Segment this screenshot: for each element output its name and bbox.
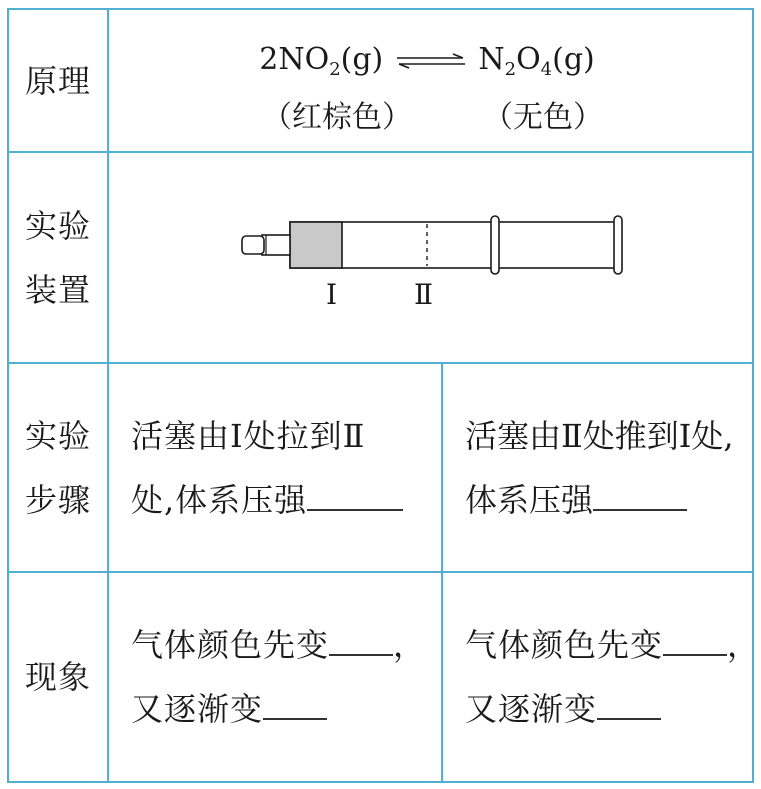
procedure-push bbox=[443, 364, 752, 571]
answer-blank[interactable] bbox=[663, 653, 727, 656]
product-n: N bbox=[478, 42, 505, 77]
answer-blank[interactable] bbox=[329, 653, 393, 656]
answer-blank[interactable] bbox=[263, 717, 327, 720]
position-i-label: Ⅰ bbox=[326, 278, 338, 311]
reaction-line bbox=[104, 42, 750, 80]
plunger-ring bbox=[491, 216, 499, 274]
reactant-color-label: （红棕色） bbox=[262, 100, 412, 135]
principle-header bbox=[9, 10, 107, 151]
procedure-push-line1: 活塞由Ⅱ处推到Ⅰ处, bbox=[465, 416, 734, 455]
phenomenon-push-line2-text: 又逐渐变 bbox=[465, 690, 598, 728]
answer-blank[interactable] bbox=[307, 508, 403, 511]
comma: ， bbox=[393, 626, 427, 664]
product-state: (g) bbox=[552, 42, 595, 77]
answer-blank[interactable] bbox=[597, 717, 661, 720]
principle-header-text: 原理 bbox=[24, 61, 91, 100]
gas-region bbox=[290, 222, 342, 268]
phenomenon-push-line2 bbox=[465, 677, 752, 741]
reaction-equation bbox=[104, 10, 750, 151]
phenomenon-push-line1-text: 气体颜色先变 bbox=[465, 626, 664, 664]
procedure-header-line1: 实验 bbox=[24, 416, 91, 455]
phenomenon-pull bbox=[109, 573, 441, 781]
apparatus-header-line1: 实验 bbox=[24, 206, 91, 245]
procedure-header-line2: 步骤 bbox=[24, 480, 91, 519]
procedure-pull bbox=[109, 364, 441, 571]
phenomenon-pull-line1-text: 气体颜色先变 bbox=[131, 626, 330, 664]
row-divider bbox=[7, 151, 754, 153]
phenomenon-pull-line2 bbox=[131, 677, 441, 741]
syringe-diagram bbox=[236, 208, 656, 318]
reactant-subscript: 2 bbox=[329, 59, 341, 80]
procedure-pull-line2 bbox=[131, 468, 441, 532]
product-subscript-o: 4 bbox=[540, 59, 553, 80]
phenomenon-push-line1 bbox=[465, 613, 761, 677]
procedure-push-line2-text: 体系压强 bbox=[465, 480, 594, 519]
apparatus-header-line2: 装置 bbox=[24, 270, 91, 309]
procedure-pull-line2-text: 处,体系压强 bbox=[131, 480, 308, 519]
procedure-header bbox=[9, 364, 107, 571]
procedure-push-line2 bbox=[465, 468, 752, 532]
reactant-formula: 2NO bbox=[259, 42, 330, 77]
apparatus-header bbox=[9, 153, 107, 362]
phenomenon-pull-line2-text: 又逐渐变 bbox=[131, 690, 264, 728]
barrel-flange bbox=[614, 216, 622, 274]
comma: ， bbox=[727, 626, 761, 664]
product-subscript-n: 2 bbox=[504, 59, 517, 80]
phenomenon-push bbox=[443, 573, 761, 781]
answer-blank[interactable] bbox=[593, 508, 687, 511]
product-o: O bbox=[516, 42, 541, 77]
phenomenon-pull-line1 bbox=[131, 613, 441, 677]
phenomenon-header-text: 现象 bbox=[24, 658, 91, 696]
reactant-state: (g) bbox=[340, 42, 384, 77]
syringe-tip bbox=[242, 236, 264, 254]
product-color-label: （无色） bbox=[483, 100, 603, 135]
phenomenon-header bbox=[9, 573, 107, 781]
equilibrium-arrows-icon bbox=[395, 53, 467, 69]
position-ii-label: Ⅱ bbox=[414, 278, 434, 311]
procedure-pull-line1: 活塞由Ⅰ处拉到Ⅱ bbox=[131, 416, 366, 455]
